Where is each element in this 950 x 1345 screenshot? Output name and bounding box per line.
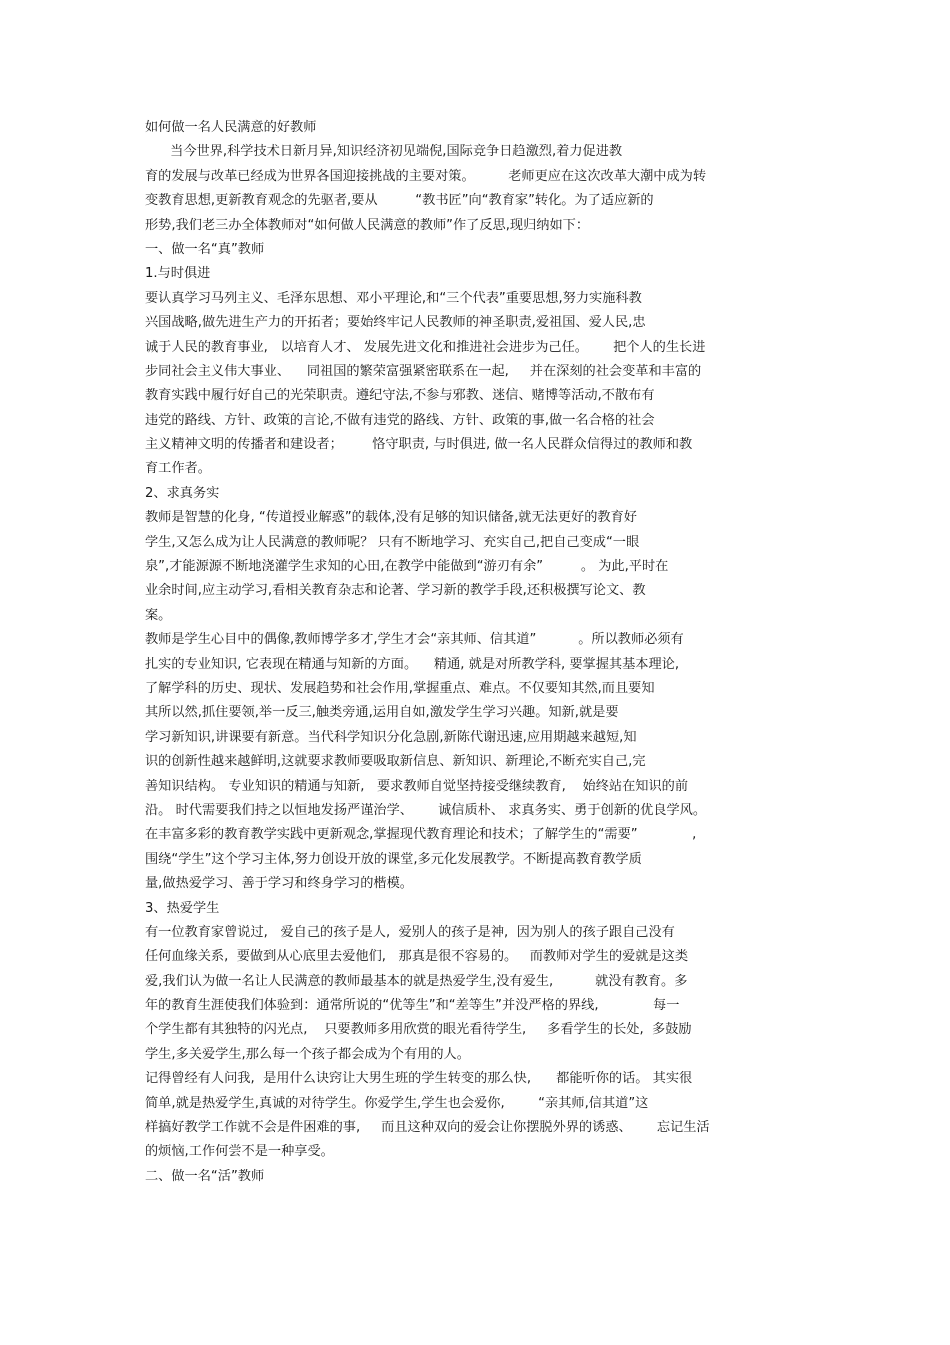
text-line: 在丰富多彩的教育教学实践中更新观念,掌握现代教育理论和技术；了解学生的“需要” , xyxy=(145,827,697,843)
text-line: 记得曾经有人问我, 是用什么诀窍让大男生班的学生转变的那么快, 都能听你的话。 其实很 xyxy=(145,1071,693,1087)
text-line: 育的发展与改革已经成为世界各国迎接挑战的主要对策。 老师更应在这次改革大潮中成为转 xyxy=(145,168,707,184)
text-line: 主义精神文明的传播者和建设者； 恪守职责, 与时俱进, 做一名人民群众信得过的教师和教 xyxy=(145,437,693,453)
text-line: 业余时间,应主动学习,看相关教育杂志和论著、学习新的教学手段,还积极撰写论文、教 xyxy=(145,583,646,599)
text-line: 诚于人民的教育事业, 以培育人才、 发展先进文化和推进社会进步为己任。 把个人的生长进 xyxy=(145,339,706,355)
text-line: 育工作者。 xyxy=(145,461,211,477)
text-line: 了解学科的历史、现状、发展趋势和社会作用,掌握重点、难点。不仅要知其然,而且要知 xyxy=(145,680,655,696)
text-line: 简单,就是热爱学生,真诚的对待学生。你爱学生,学生也会爱你, “亲其师,信其道”这 xyxy=(145,1095,649,1111)
text-line: 扎实的专业知识, 它表现在精通与知新的方面。 精通, 就是对所教学科, 要掌握其基本理论, xyxy=(145,656,680,672)
text-line: 要认真学习马列主义、毛泽东思想、邓小平理论,和“三个代表”重要思想,努力实施科教 xyxy=(145,290,642,306)
text-line: 二、做一名“活”教师 xyxy=(145,1168,265,1184)
text-line: 学生,多关爱学生,那么每一个孩子都会成为个有用的人。 xyxy=(145,1046,470,1062)
document-body xyxy=(145,116,805,1189)
text-line: 个学生都有其独特的闪光点, 只要教师多用欣赏的眼光看待学生, 多看学生的长处, 多鼓励 xyxy=(145,1022,692,1038)
text-line: 量,做热爱学习、善于学习和终身学习的楷模。 xyxy=(145,876,413,892)
text-line: 当今世界,科学技术日新月异,知识经济初见端倪,国际竞争日趋激烈,着力促进教 xyxy=(145,144,623,160)
text-line: 教师是智慧的化身, “传道授业解惑”的载体,没有足够的知识储备,就无法更好的教育好 xyxy=(145,510,637,526)
document-lines xyxy=(145,140,805,1189)
text-line: 识的创新性越来越鲜明,这就要求教师要吸取新信息、新知识、新理论,不断充实自己,完 xyxy=(145,754,646,770)
text-line: 泉”,才能源源不断地浇灌学生求知的心田,在教学中能做到“游刃有余” 。 为此,平时在 xyxy=(145,559,669,575)
text-line: 形势,我们老三办全体教师对“如何做人民满意的教师”作了反思,现归纳如下： xyxy=(145,217,590,233)
document-title: 如何做一名人民满意的好教师 xyxy=(145,120,317,135)
text-line: 2、求真务实 xyxy=(145,485,220,501)
text-line: 1.与时俱进 xyxy=(145,266,211,282)
text-line: 教师是学生心目中的偶像,教师博学多才,学生才会“亲其师、信其道” 。所以教师必须有 xyxy=(145,632,684,648)
text-line: 学生,又怎么成为让人民满意的教师呢？ 只有不断地学习、充实自己,把自己变成“一眼 xyxy=(145,534,640,550)
text-line: 案。 xyxy=(145,607,172,623)
text-line: 学习新知识,讲课要有新意。当代科学知识分化急剧,新陈代谢迅速,应用期越来越短,知 xyxy=(145,729,637,745)
text-line: 样搞好教学工作就不会是件困难的事, 而且这种双向的爱会让你摆脱外界的诱惑、 忘记生活 xyxy=(145,1120,710,1136)
text-line: 沿。 时代需要我们持之以恒地发扬严谨治学、 诚信质朴、 求真务实、勇于创新的优良学风。 xyxy=(145,802,707,818)
text-line: 爱,我们认为做一名让人民满意的教师最基本的就是热爱学生,没有爱生, 就没有教育。多 xyxy=(145,973,688,989)
text-line: 步同社会主义伟大事业、 同祖国的繁荣富强紧密联系在一起, 并在深刻的社会变革和丰富的 xyxy=(145,363,702,379)
text-line: 年的教育生涯使我们体验到：通常所说的“优等生”和“差等生”并没严格的界线, 每一 xyxy=(145,998,680,1014)
text-line: 违党的路线、方针、政策的言论,不做有违党的路线、方针、政策的事,做一名合格的社会 xyxy=(145,412,655,428)
text-line: 3、热爱学生 xyxy=(145,900,220,916)
text-line: 有一位教育家曾说过, 爱自己的孩子是人, 爱别人的孩子是神, 因为别人的孩子跟自己没有 xyxy=(145,924,675,940)
text-line: 围绕“学生”这个学习主体,努力创设开放的课堂,多元化发展教学。不断提高教育教学质 xyxy=(145,851,642,867)
text-line: 一、做一名“真”教师 xyxy=(145,241,265,257)
text-line: 任何血缘关系, 要做到从心底里去爱他们, 那真是很不容易的。 而教师对学生的爱就是这类 xyxy=(145,949,689,965)
text-line: 的烦恼,工作何尝不是一种享受。 xyxy=(145,1144,334,1160)
text-line: 变教育思想,更新教育观念的先驱者,要从 “教书匠”向“教育家”转化。为了适应新的 xyxy=(145,193,654,209)
text-line: 其所以然,抓住要领,举一反三,触类旁通,运用自如,激发学生学习兴趣。知新,就是要 xyxy=(145,705,619,721)
text-line: 兴国战略,做先进生产力的开拓者；要始终牢记人民教师的神圣职责,爱祖国、爱人民,忠 xyxy=(145,315,646,331)
text-line: 教育实践中履行好自己的光荣职责。遵纪守法,不参与邪教、迷信、赌博等活动,不散布有 xyxy=(145,388,655,404)
text-line: 善知识结构。 专业知识的精通与知新, 要求教师自觉坚持接受继续教育, 始终站在知识的前 xyxy=(145,778,689,794)
